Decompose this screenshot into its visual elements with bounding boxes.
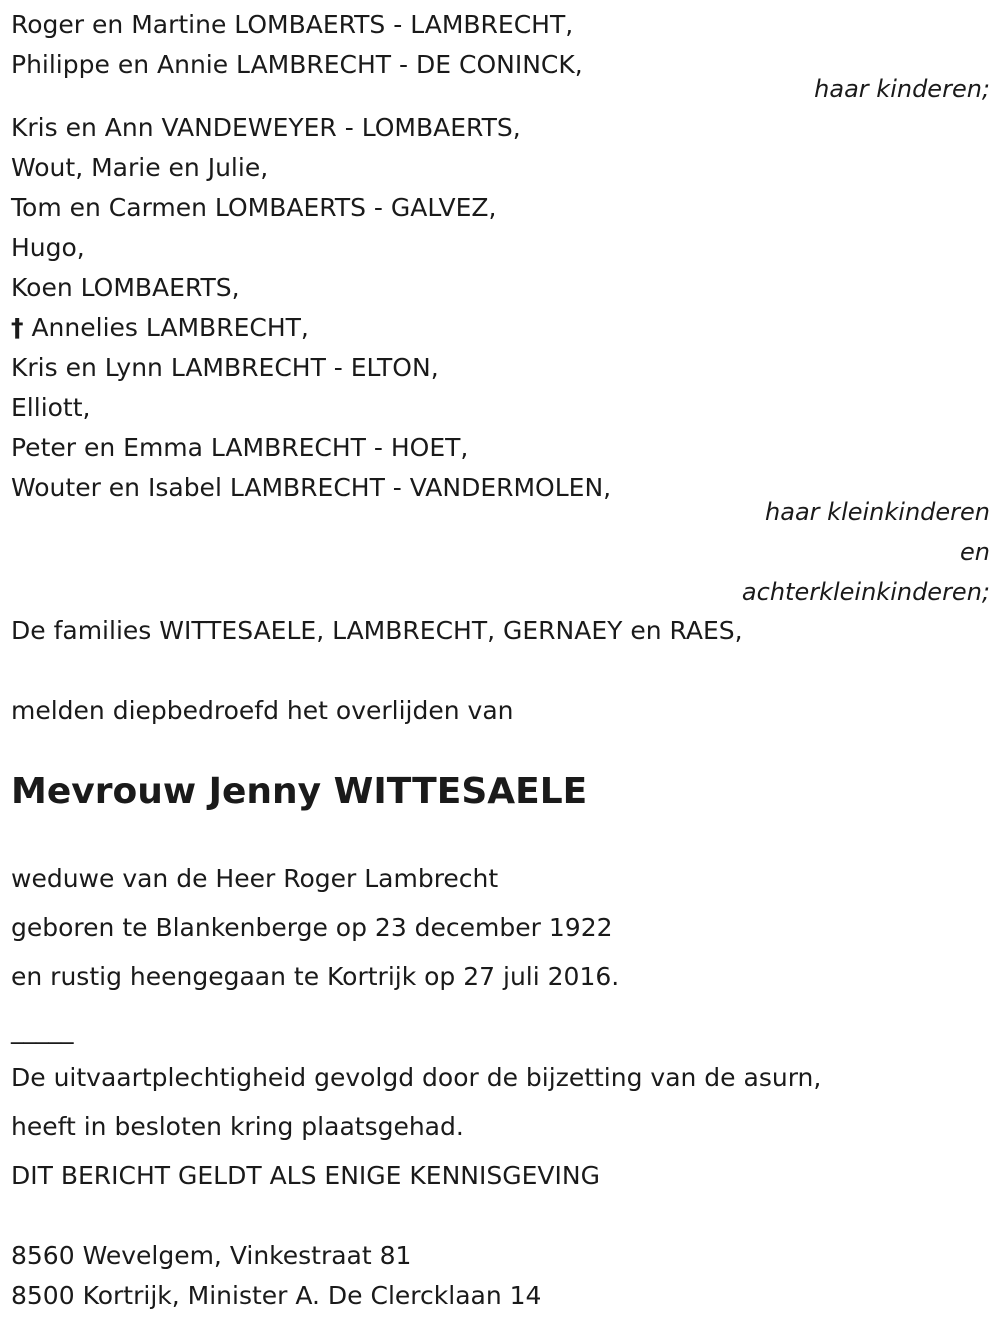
grandchildren-label: haar kleinkinderen bbox=[765, 498, 990, 526]
grandchildren-label: achterkleinkinderen; bbox=[741, 578, 990, 606]
funeral-line: De uitvaartplechtigheid gevolgd door de bijzetting van de asurn, bbox=[11, 1063, 822, 1092]
grandchild-line: Kris en Ann VANDEWEYER - LOMBAERTS, bbox=[11, 113, 521, 142]
child-line: Philippe en Annie LAMBRECHT - DE CONINCK, bbox=[11, 50, 583, 79]
detail-line: weduwe van de Heer Roger Lambrecht bbox=[11, 864, 499, 893]
grandchild-line-deceased bbox=[11, 312, 309, 344]
grandchild-line: Elliott, bbox=[11, 393, 91, 422]
funeral-line: DIT BERICHT GELDT ALS ENIGE KENNISGEVING bbox=[11, 1161, 600, 1190]
cross-icon: † bbox=[11, 313, 24, 342]
grandchild-line: Peter en Emma LAMBRECHT - HOET, bbox=[11, 433, 469, 462]
funeral-line: heeft in besloten kring plaatsgehad. bbox=[11, 1112, 464, 1141]
address-line: 8500 Kortrijk, Minister A. De Clercklaan 14 bbox=[11, 1281, 542, 1310]
address-line: 8560 Wevelgem, Vinkestraat 81 bbox=[11, 1241, 412, 1270]
grandchild-line: Wouter en Isabel LAMBRECHT - VANDERMOLEN, bbox=[11, 473, 612, 502]
grandchildren-label: en bbox=[960, 538, 990, 566]
grandchild-line: Koen LOMBAERTS, bbox=[11, 273, 240, 302]
deceased-name: Mevrouw Jenny WITTESAELE bbox=[11, 771, 588, 812]
children-label: haar kinderen; bbox=[814, 75, 990, 103]
child-line: Roger en Martine LOMBAERTS - LAMBRECHT, bbox=[11, 10, 574, 39]
grandchild-line: Wout, Marie en Julie, bbox=[11, 153, 269, 182]
detail-line: en rustig heengegaan te Kortrijk op 27 juli 2016. bbox=[11, 962, 620, 991]
announcement-line: melden diepbedroefd het overlijden van bbox=[11, 696, 514, 725]
families-line: De families WITTESAELE, LAMBRECHT, GERNAEY en RAES, bbox=[11, 616, 743, 645]
grandchild-line: Tom en Carmen LOMBAERTS - GALVEZ, bbox=[11, 193, 497, 222]
grandchild-line: Kris en Lynn LAMBRECHT - ELTON, bbox=[11, 353, 439, 382]
detail-line: geboren te Blankenberge op 23 december 1922 bbox=[11, 913, 613, 942]
grandchild-name: Annelies LAMBRECHT, bbox=[31, 313, 309, 342]
separator: _____ bbox=[11, 1015, 74, 1044]
grandchild-line: Hugo, bbox=[11, 233, 85, 262]
